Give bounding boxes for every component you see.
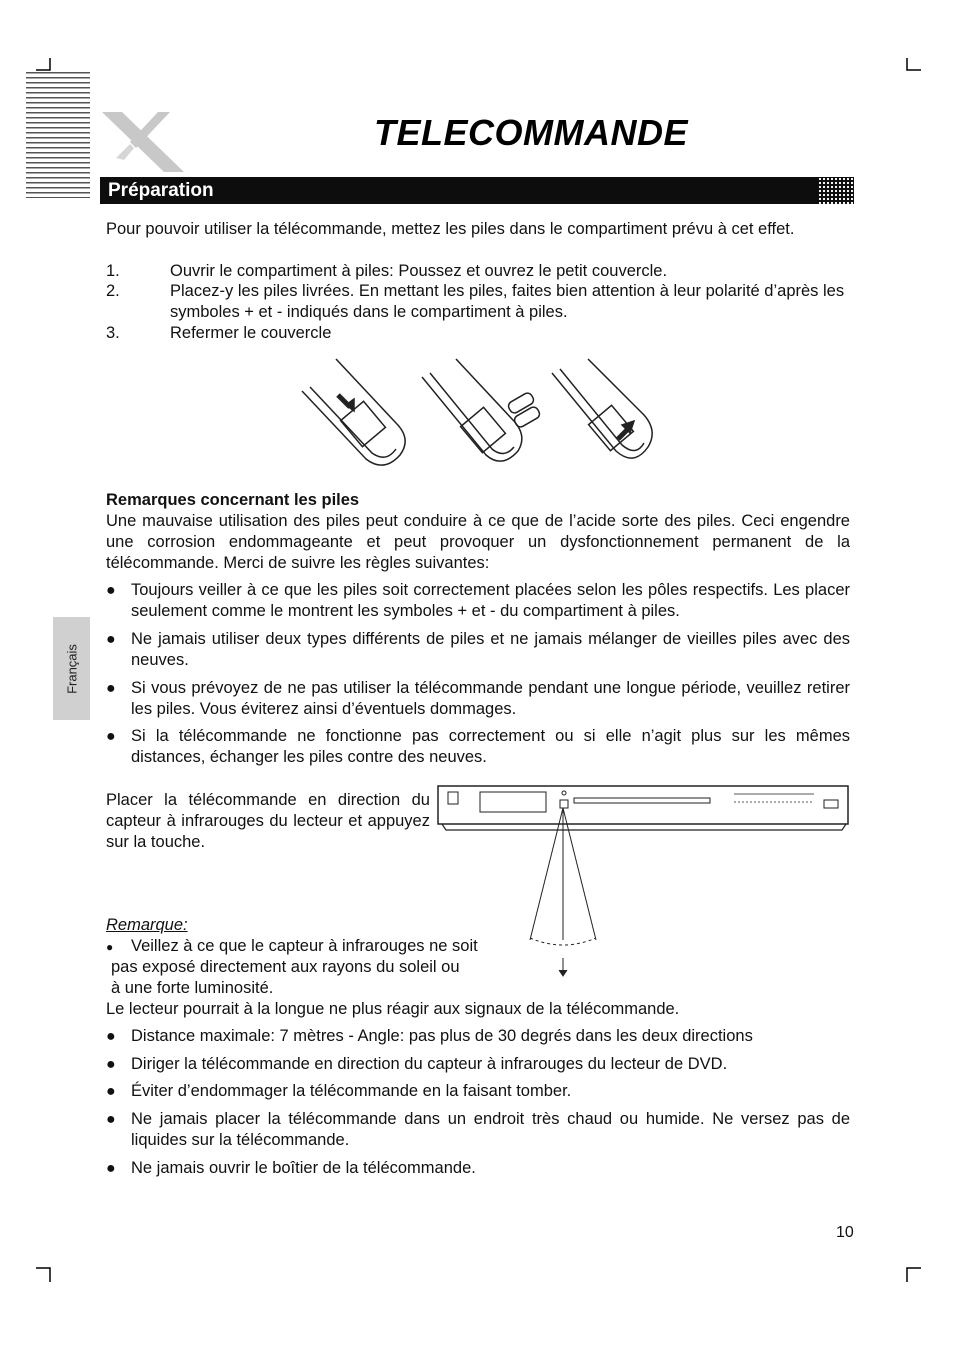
step-number: 2. [106, 282, 120, 300]
bullet-text: Ne jamais placer la télécommande dans un endroit très chaud ou humide. Ne versez pas de liquides sur la télécommande. [131, 1110, 850, 1149]
step-text: Placez-y les piles livrées. En mettant les piles, faites bien attention à leur polarité d’après les symboles + et - indiqués dans le compartiment à piles. [170, 282, 845, 321]
bullet-text: Diriger la télécommande en direction du capteur à infrarouges du lecteur de DVD. [131, 1055, 728, 1073]
bullet-text: Ne jamais ouvrir le boîtier de la télécommande. [131, 1159, 476, 1177]
dvd-player-drawing [438, 786, 848, 830]
remarks-heading: Remarques concernant les piles [106, 491, 360, 509]
step-text: Refermer le couvercle [170, 324, 332, 342]
crop-mark-bottom-right [905, 1266, 923, 1282]
page-title: TELECOMMANDE [374, 112, 688, 153]
remark-after-text: Le lecteur pourrait à la longue ne plus réagir aux signaux de la télécommande. [106, 1000, 680, 1018]
remark-continuation-2: à une forte luminosité. [111, 979, 274, 997]
page-number: 10 [836, 1224, 854, 1241]
bullet-dot: ● [106, 940, 114, 954]
bullet-text: Si la télécommande ne fonctionne pas correctement ou si elle n’agit plus sur les mêmes distances, échanger les piles contre des neuves. [131, 727, 850, 766]
battery-insertion-illustration [296, 355, 662, 471]
remote-close-cover-drawing [552, 359, 652, 458]
remark-label: Remarque: [106, 916, 188, 934]
intro-paragraph: Pour pouvoir utiliser la télécommande, mettez les piles dans le compartiment prévu à cet effet. [106, 220, 795, 238]
header-stripes [26, 72, 90, 198]
bullet-dot: ● [106, 1028, 116, 1045]
bullet-dot: ● [106, 582, 116, 599]
ir-beam-cone [530, 808, 596, 976]
section-header-bar [100, 177, 854, 204]
remote-open-cover-drawing [302, 359, 405, 465]
bullet-dot: ● [106, 1160, 116, 1177]
bullet-text: Distance maximale: 7 mètres - Angle: pas plus de 30 degrés dans les deux directions [131, 1027, 753, 1045]
language-tab-label: Français [64, 643, 79, 694]
remark-continuation-1: pas exposé directement aux rayons du soleil ou [111, 958, 460, 976]
bullet-dot: ● [106, 728, 116, 745]
step-number: 3. [106, 324, 120, 342]
language-tab [53, 617, 90, 720]
remote-insert-batteries-drawing [422, 359, 541, 461]
direction-paragraph: Placer la télécommande en direction du capteur à infrarouges du lecteur et appuyez sur la touche. [106, 791, 430, 851]
bullet-dot: ● [106, 1056, 116, 1073]
section-bar-dots [818, 177, 854, 204]
bullet-dot: ● [106, 680, 116, 697]
remarks-paragraph: Une mauvaise utilisation des piles peut conduire à ce que de l’acide sorte des piles. Ceci engendre une corrosion endommageante et peut provoquer un dysfonctionnement permanent de la télécommande. Merci de suivre les règles suivantes: [106, 512, 850, 572]
remark-bullet-text: Veillez à ce que le capteur à infrarouges ne soit [131, 937, 478, 955]
bullet-dot: ● [106, 1111, 116, 1128]
brand-logo-icon [96, 108, 196, 178]
crop-mark-bottom-left [36, 1266, 54, 1282]
bullet-dot: ● [106, 631, 116, 648]
step-text: Ouvrir le compartiment à piles: Poussez et ouvrez le petit couvercle. [170, 262, 668, 280]
bullet-text: Éviter d’endommager la télécommande en la faisant tomber. [131, 1082, 572, 1100]
bullet-text: Si vous prévoyez de ne pas utiliser la télécommande pendant une longue période, veuillez retirer les piles. Vous éviterez ainsi d’éventuels dommages. [131, 679, 850, 718]
crop-mark-top-right [905, 58, 923, 74]
section-title: Préparation [108, 180, 214, 201]
bullet-text: Ne jamais utiliser deux types différents de piles et ne jamais mélanger de vieilles piles avec des neuves. [131, 630, 850, 669]
bullet-text: Toujours veiller à ce que les piles soit correctement placées selon les pôles respectifs. Les placer seulement comme le montrent les symboles + et - du compartiment à piles. [131, 581, 850, 620]
step-number: 1. [106, 262, 120, 280]
bullet-dot: ● [106, 1083, 116, 1100]
dvd-player-ir-illustration [434, 782, 854, 982]
